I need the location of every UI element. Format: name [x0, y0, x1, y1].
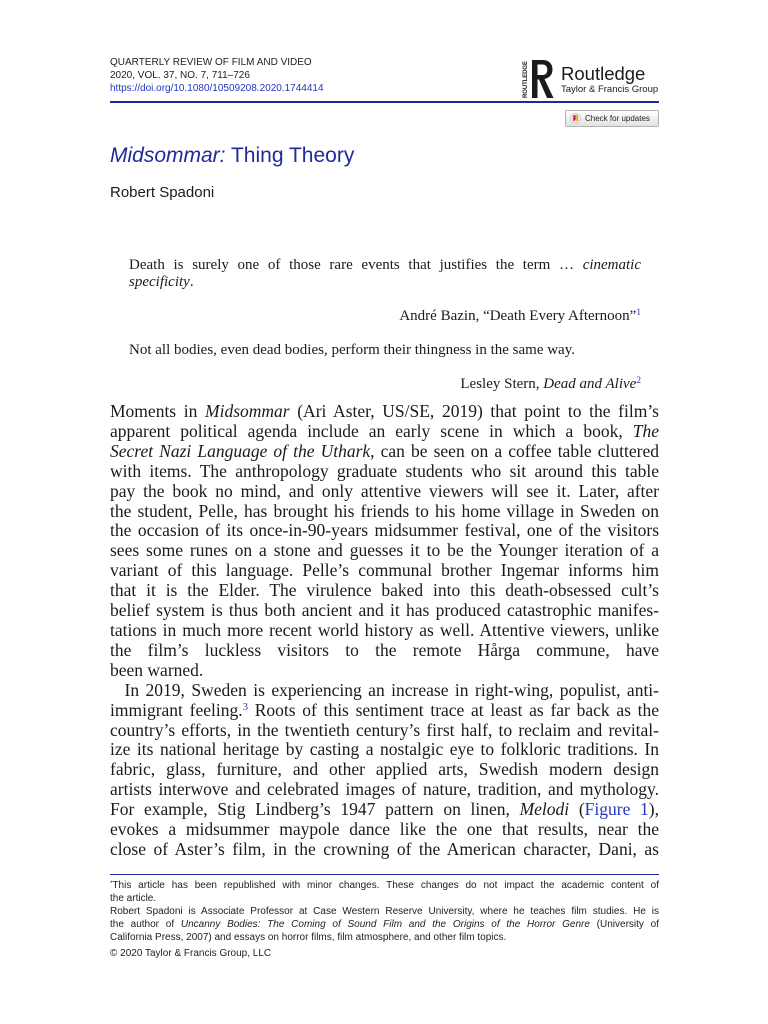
- text-run: California Press, 2007) and essays on horror films, film atmosphere, and other film topics.: [110, 932, 507, 943]
- body-line: [110, 561, 659, 581]
- journal-name: QUARTERLY REVIEW OF FILM AND VIDEO: [110, 57, 312, 68]
- text-run: sees some runes on a stone and guesses it to be the Younger iteration of a: [110, 540, 659, 561]
- publisher-name: Routledge: [561, 63, 646, 84]
- epigraph-line: [129, 257, 641, 274]
- body-line: [110, 581, 659, 601]
- publisher-logo: [520, 57, 660, 101]
- text-run: tations in much more recent world history as well. Attentive viewers, unlike: [110, 619, 659, 640]
- italic-text: Uncanny Bodies: The Coming of Sound Film and the Origins of the Horror Genre: [180, 919, 590, 930]
- italic-text: cinematic: [582, 257, 641, 273]
- text-run: the author of: [110, 919, 181, 930]
- body-line: [110, 502, 659, 522]
- text-run: evokes a midsummer maypole dance like the one that results, near the: [110, 819, 659, 840]
- text-run: variant of this language. Pelle’s communal brother Ingemar informs him: [110, 560, 659, 581]
- author-name: Robert Spadoni: [110, 184, 215, 201]
- footnote-line: [110, 879, 659, 892]
- journal-volume-issue: 2020, VOL. 37, NO. 7, 711–726: [110, 70, 250, 81]
- article-body: [110, 402, 659, 860]
- footnote-line: [110, 892, 659, 905]
- text-run: This article has been republished with minor changes. These changes do not impact the academic content of: [112, 880, 659, 891]
- text-run: the student, Pelle, has brought his friends to his home village in Sweden on: [110, 500, 659, 521]
- crossmark-icon: [570, 113, 581, 124]
- footnote-line: [110, 931, 659, 944]
- body-line: [110, 521, 659, 541]
- routledge-r-icon: [520, 57, 556, 101]
- text-run: Not all bodies, even dead bodies, perform their thingness in the same way.: [129, 342, 575, 358]
- doi-link[interactable]: https://doi.org/10.1080/10509208.2020.1744414: [110, 83, 324, 94]
- text-run: Roots of this sentiment trace at least as far back as the: [248, 699, 660, 720]
- text-run: Death is surely one of those rare events that justifies the term …: [129, 257, 583, 273]
- footnote: [110, 905, 659, 944]
- body-line: [110, 760, 659, 780]
- body-line: [110, 402, 659, 422]
- note-reference-link[interactable]: 2: [636, 375, 641, 386]
- text-run: ize its national heritage by casting a nostalgic eye to folkloric traditions. In: [110, 739, 659, 760]
- epigraphs: [129, 257, 641, 393]
- text-run: Robert Spadoni is Associate Professor at Case Western Reserve University, where he teaches film studies. He is: [110, 906, 659, 917]
- text-run: belief system is thus both ancient and it has produced catastrophic manifes-: [110, 600, 659, 621]
- body-line: [110, 820, 659, 840]
- text-run: Lesley Stern,: [460, 376, 544, 392]
- title-subtitle: Thing Theory: [230, 144, 355, 167]
- epigraph: [129, 342, 641, 393]
- body-line: [110, 701, 659, 721]
- text-run: .: [189, 274, 194, 290]
- italic-text: Midsommar: [205, 401, 290, 421]
- body-line: [110, 721, 659, 741]
- header-divider: [110, 101, 659, 103]
- body-line: [110, 422, 659, 442]
- body-line: [110, 541, 659, 561]
- footnote-line: [110, 905, 659, 918]
- text-run: fabric, glass, furniture, and other applied arts, Swedish modern design: [110, 759, 659, 780]
- italic-text: Secret Nazi Language of the Uthark: [110, 440, 371, 461]
- text-run: Moments in: [110, 401, 205, 421]
- italic-text: specificity: [129, 274, 190, 290]
- epigraph-attribution: [129, 308, 641, 325]
- footnote-divider: [110, 874, 659, 875]
- body-line: [110, 641, 659, 661]
- text-run: ),: [648, 799, 659, 820]
- title-film-name: Midsommar:: [110, 144, 226, 167]
- epigraph: [129, 257, 641, 325]
- body-line: [110, 442, 659, 462]
- body-paragraph: [110, 402, 659, 681]
- italic-text: Dead and Alive: [543, 376, 637, 392]
- journal-citation-block: [110, 56, 324, 95]
- text-run: the occasion of its once-in-90-years midsummer festival, one of the visitors: [110, 520, 659, 541]
- vertical-wordmark: ROUTLEDGE: [523, 61, 529, 98]
- text-run: that it is the Elder. The virulence baked into this death-obsessed cult’s: [110, 580, 659, 601]
- text-run: pay the book no mind, and only attentive viewers will see it. Later, after: [110, 480, 659, 501]
- text-run: apparent political agenda include an early scene in which a book,: [110, 420, 633, 441]
- text-run: André Bazin, “Death Every Afternoon”: [399, 308, 637, 324]
- footnote-notes: [110, 879, 659, 944]
- figure-link[interactable]: Figure 1: [584, 799, 649, 820]
- epigraph-attribution: [129, 376, 641, 393]
- body-line: [110, 681, 659, 701]
- footnote-marker: *: [110, 879, 113, 887]
- text-run: For example, Stig Lindberg’s 1947 pattern on linen,: [110, 799, 520, 820]
- text-run: with items. The anthropology graduate students who sit around this table: [110, 460, 659, 481]
- text-run: been warned.: [110, 659, 204, 680]
- body-line: [110, 601, 659, 621]
- check-for-updates-button[interactable]: [565, 110, 659, 127]
- text-run: , can be seen on a coffee table cluttered: [370, 440, 660, 461]
- body-line: [110, 840, 659, 860]
- italic-text: Melodi: [519, 799, 570, 820]
- text-run: the film’s luckless visitors to the remote Hårga commune, have: [110, 639, 659, 660]
- copyright-line: © 2020 Taylor & Francis Group, LLC: [110, 948, 272, 959]
- text-run: (Ari Aster, US/SE, 2019) that point to the film’s: [289, 401, 659, 421]
- body-line: [110, 780, 659, 800]
- body-line: [110, 800, 659, 820]
- epigraph-line: [129, 342, 641, 359]
- text-run: close of Aster’s film, in the crowning of the American character, Dani, as: [110, 838, 659, 859]
- footnotes: [110, 879, 659, 960]
- text-run: immigrant feeling.: [110, 699, 243, 720]
- body-line: [110, 621, 659, 641]
- text-run: (University of: [589, 919, 659, 930]
- body-paragraph: [110, 681, 659, 860]
- text-run: (: [569, 799, 585, 820]
- epigraph-line: [129, 274, 641, 291]
- publisher-group: Taylor & Francis Group: [561, 84, 659, 95]
- body-line: [110, 740, 659, 760]
- article-title: [110, 143, 354, 169]
- body-line: [110, 482, 659, 502]
- check-for-updates-label: Check for updates: [585, 114, 650, 123]
- text-run: the article.: [110, 893, 157, 904]
- body-line: [110, 462, 659, 482]
- text-run: In 2019, Sweden is experiencing an increase in right-wing, populist, anti-: [124, 679, 659, 700]
- text-run: country’s efforts, in the twentieth century’s first half, to reclaim and revital-: [110, 719, 659, 740]
- footnote-line: [110, 918, 659, 931]
- note-reference-link[interactable]: 1: [636, 307, 641, 318]
- italic-text: The: [632, 420, 659, 441]
- text-run: artists interwove and celebrated images of nature, tradition, and mythology.: [110, 779, 659, 800]
- note-reference-link[interactable]: 3: [242, 700, 249, 713]
- footnote: [110, 879, 659, 905]
- body-line: [110, 661, 659, 681]
